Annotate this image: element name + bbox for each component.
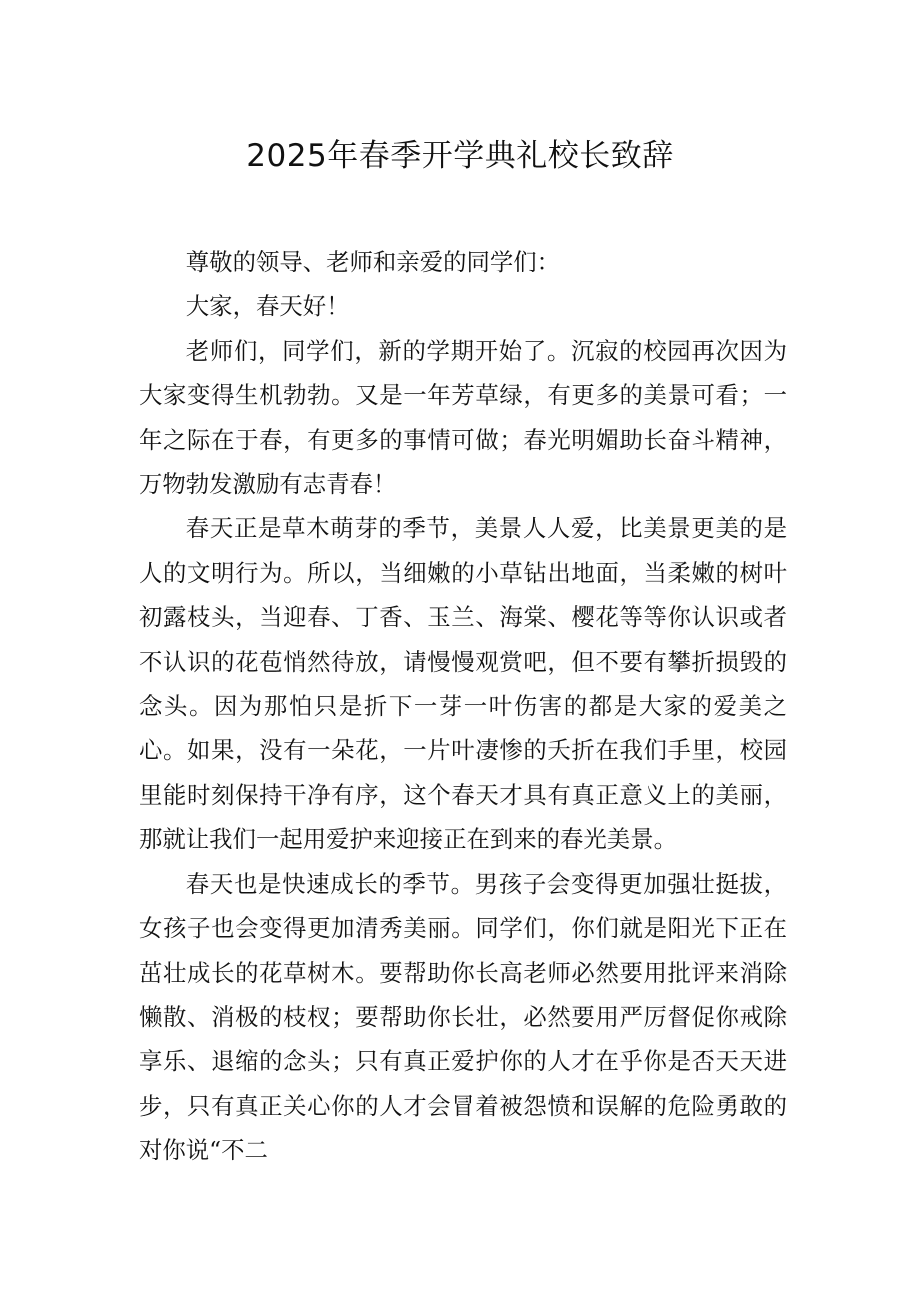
body-paragraph: 春天正是草木萌芽的季节，美景人人爱，比美景更美的是人的文明行为。所以，当细嫩的小草钻出地面，当柔嫩的树叶初露枝头，当迎春、丁香、玉兰、海棠、樱花等等你认识或者不认识的花苞悄然待放，请慢慢观赏吧，但不要有攀折损毁的念头。因为那怕只是折下一芽一叶伤害的都是大家的爱美之心。如果，没有一朵花，一片叶凄惨的夭折在我们手里，校园里能时刻保持干净有序，这个春天才具有真正意义上的美丽，那就让我们一起用爱护来迎接正在到来的春光美景。	[139, 514, 787, 854]
document-title: 2025年春季开学典礼校长致辞	[246, 138, 674, 174]
body-paragraph: 老师们，同学们，新的学期开始了。沉寂的校园再次因为大家变得生机勃勃。又是一年芳草绿，有更多的美景可看；一年之际在于春，有更多的事情可做；春光明媚助长奋斗精神，万物勃发激励有志青春！	[139, 336, 787, 499]
salutation-paragraph: 尊敬的领导、老师和亲爱的同学们：	[185, 248, 561, 276]
greeting-paragraph: 大家，春天好！	[185, 292, 350, 321]
document-body	[139, 240, 787, 1173]
body-paragraph: 春天也是快速成长的季节。男孩子会变得更加强壮挺拔，女孩子也会变得更加清秀美丽。同学们，你们就是阳光下正在茁壮成长的花草树木。要帮助你长高老师必然要用批评来消除懒散、消极的枝杈；要帮助你长壮，必然要用严厉督促你戒除享乐、退缩的念头；只有真正爱护你的人才在乎你是否天天进步，只有真正关心你的人才会冒着被怨愤和误解的危险勇敢的对你说“不二	[139, 869, 787, 1165]
